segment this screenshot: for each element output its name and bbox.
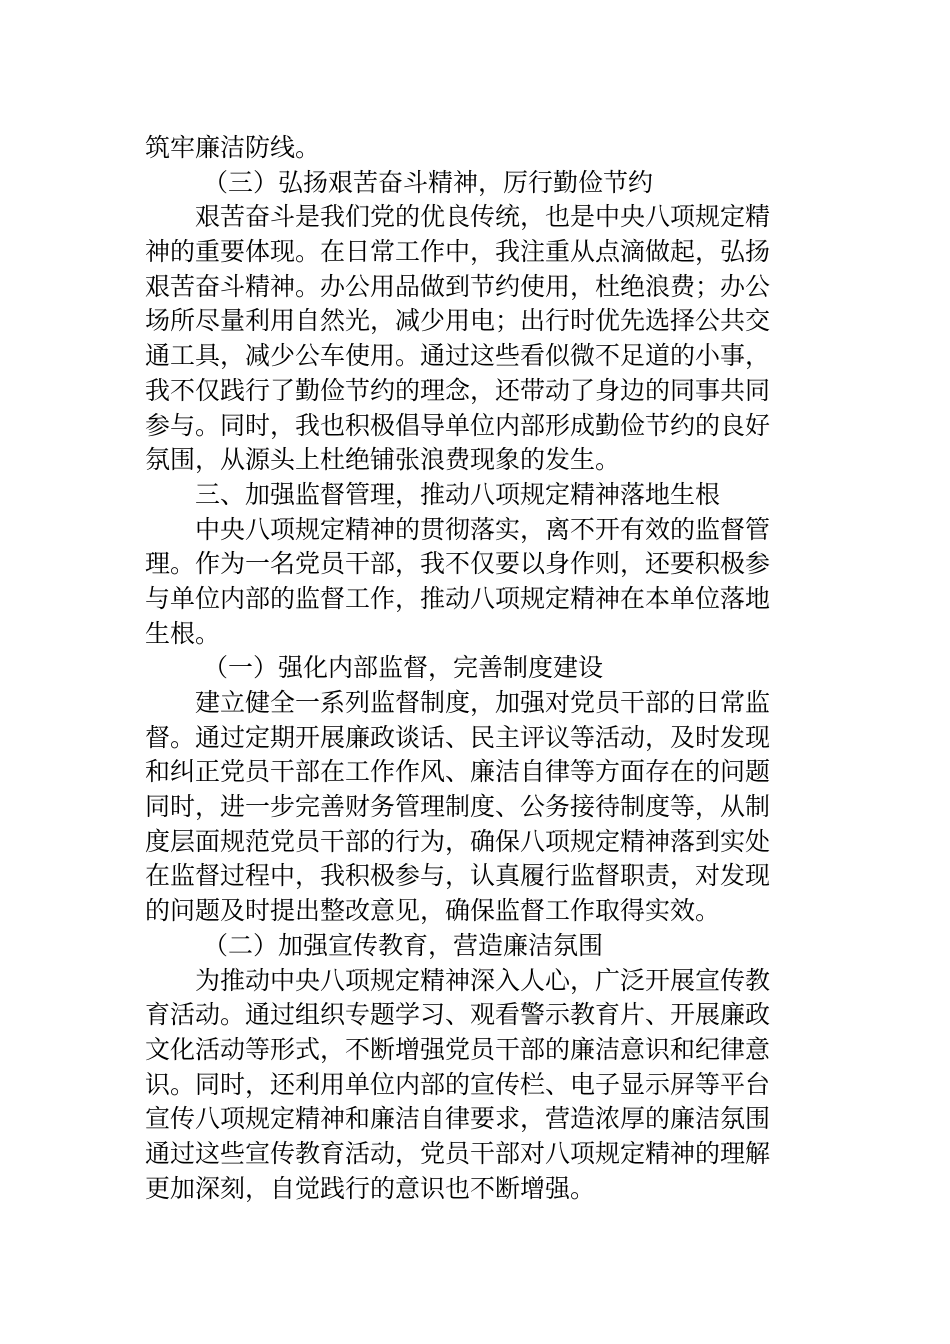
text-line: 在监督过程中，我积极参与，认真履行监督职责，对发现 [145, 861, 771, 891]
text-line: 通过这些宣传教育活动，党员干部对八项规定精神的理解 [145, 1138, 771, 1168]
text-line: 的问题及时提出整改意见，确保监督工作取得实效。 [145, 896, 721, 926]
section-subheading: （三）弘扬艰苦奋斗精神，厉行勤俭节约 [203, 167, 654, 197]
text-line: 宣传八项规定精神和廉洁自律要求，营造浓厚的廉洁氛围 [145, 1104, 771, 1134]
text-line: 文化活动等形式，不断增强党员干部的廉洁意识和纪律意 [145, 1034, 771, 1064]
text-line: 场所尽量利用自然光，减少用电；出行时优先选择公共交 [145, 306, 771, 336]
text-line: 筑牢廉洁防线。 [145, 133, 321, 162]
text-line: 理。作为一名党员干部，我不仅要以身作则，还要积极参 [145, 549, 771, 579]
paragraph-first-line: 为推动中央八项规定精神深入人心，广泛开展宣传教 [195, 965, 771, 995]
text-line: 与单位内部的监督工作，推动八项规定精神在本单位落地 [145, 583, 771, 613]
section-subheading: （一）强化内部监督，完善制度建设 [203, 653, 604, 683]
section-heading: 三、加强监督管理，推动八项规定精神落地生根 [195, 479, 721, 509]
paragraph-first-line: 艰苦奋斗是我们党的优良传统，也是中央八项规定精 [195, 202, 771, 232]
text-line: 更加深刻，自觉践行的意识也不断增强。 [145, 1173, 596, 1203]
text-line: 氛围，从源头上杜绝铺张浪费现象的发生。 [145, 445, 621, 475]
section-subheading: （二）加强宣传教育，营造廉洁氛围 [203, 930, 604, 960]
text-line: 育活动。通过组织专题学习、观看警示教育片、开展廉政 [145, 1000, 771, 1030]
text-line: 我不仅践行了勤俭节约的理念，还带动了身边的同事共同 [145, 375, 771, 405]
text-line: 神的重要体现。在日常工作中，我注重从点滴做起，弘扬 [145, 237, 771, 267]
text-line: 度层面规范党员干部的行为，确保八项规定精神落到实处 [145, 826, 771, 856]
text-line: 生根。 [145, 618, 221, 648]
text-line: 和纠正党员干部在工作作风、廉洁自律等方面存在的问题 [145, 757, 771, 787]
text-line: 参与。同时，我也积极倡导单位内部形成勤俭节约的良好 [145, 410, 771, 440]
text-line: 督。通过定期开展廉政谈话、民主评议等活动，及时发现 [145, 722, 771, 752]
document-page [145, 131, 810, 1206]
text-line: 通工具，减少公车使用。通过这些看似微不足道的小事， [145, 341, 771, 371]
paragraph-first-line: 建立健全一系列监督制度，加强对党员干部的日常监 [195, 688, 771, 717]
text-line: 同时，进一步完善财务管理制度、公务接待制度等，从制 [145, 792, 771, 822]
text-line: 艰苦奋斗精神。办公用品做到节约使用，杜绝浪费；办公 [145, 271, 771, 301]
text-line: 识。同时，还利用单位内部的宣传栏、电子显示屏等平台 [145, 1069, 771, 1099]
paragraph-first-line: 中央八项规定精神的贯彻落实，离不开有效的监督管 [195, 514, 771, 544]
